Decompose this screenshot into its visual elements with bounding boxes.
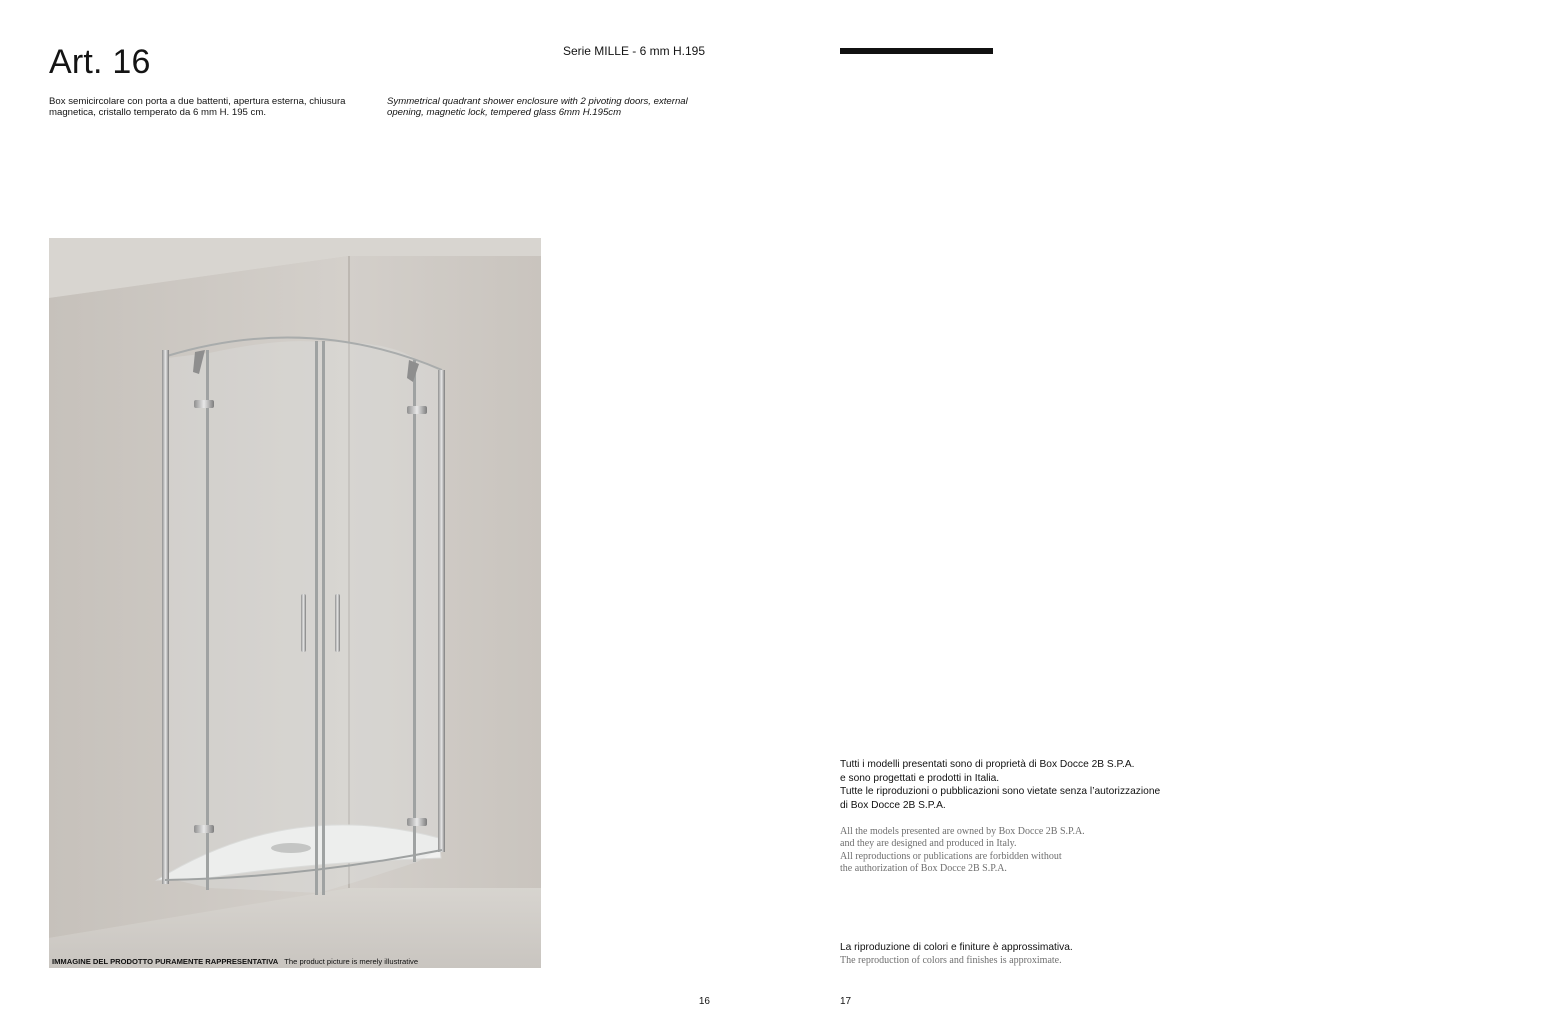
article-title: Art. 16 [49,43,151,81]
legal-it-line: Tutte le riproduzioni o pubblicazioni sono vietate senza l’autorizzazione [840,786,1161,798]
legal-notice-italian [840,758,1240,812]
color-note-english: The reproduction of colors and finishes is approximate. [840,955,1062,966]
legal-en-line: All reproductions or publications are forbidden without [840,850,1062,862]
description-english: Symmetrical quadrant shower enclosure with 2 pivoting doors, external opening, magnetic lock, tempered glass 6mm H.195cm [387,96,688,119]
legal-en-line: All the models presented are owned by Box Docce 2B S.P.A. [840,826,1085,837]
series-label: Serie MILLE - 6 mm H.195 [562,44,705,58]
accent-bar [840,48,993,54]
legal-it-line: e sono progettati e prodotti in Italia. [840,772,1000,784]
legal-it-line: di Box Docce 2B S.P.A. [840,799,946,811]
page-number-right: 17 [840,996,852,1007]
photo-caption-italian: IMMAGINE DEL PRODOTTO PURAMENTE RAPPRESENTATIVA [52,957,279,966]
legal-notice-english [840,826,1240,876]
description-italian: Box semicircolare con porta a due battenti, apertura esterna, chiusura magnetica, cristallo temperato da 6 mm H. 195 cm. [49,96,346,119]
photo-caption-english: The product picture is merely illustrative [284,957,419,966]
photo-caption [52,957,418,966]
legal-en-line: and they are designed and produced in Italy. [840,838,1017,850]
page-number-left: 16 [698,996,710,1007]
legal-it-line: Tutti i modelli presentati sono di proprietà di Box Docce 2B S.P.A. [840,759,1135,770]
color-note-italian: La riproduzione di colori e finiture è approssimativa. [840,942,1073,953]
shower-enclosure-photo [49,238,541,968]
legal-en-line: the authorization of Box Docce 2B S.P.A. [840,863,1007,875]
